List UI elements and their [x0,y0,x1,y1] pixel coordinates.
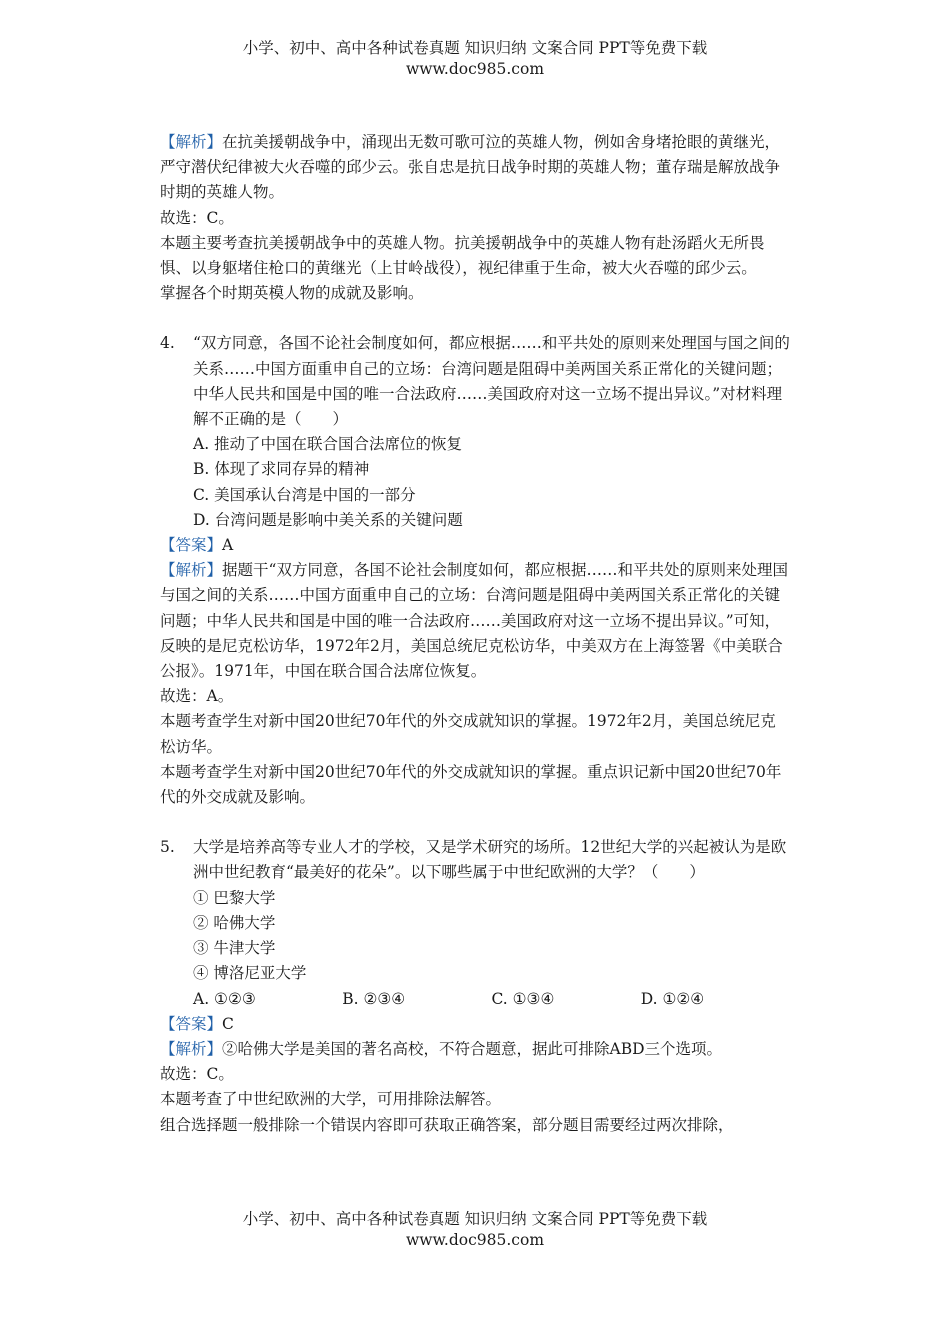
answer-tag: 【答案】 [160,536,223,555]
analysis-tag: 【解析】 [160,133,223,151]
q4-choice: 故选：A。 [160,687,234,706]
q5-option-a: A. ①②③ [193,989,256,1008]
question-4 [160,331,790,432]
analysis-tag: 【解析】 [160,561,223,580]
page-header [0,38,950,80]
q5-item-2: ② 哈佛大学 [193,913,276,932]
q5-choice: 故选：C。 [160,1065,234,1084]
question-5-number: 5. [160,838,175,857]
q5-analysis: 【解析】②哈佛大学是美国的著名高校，不符合题意，据此可排除ABD三个选项。 [160,1039,723,1058]
q4-option-c: C. 美国承认台湾是中国的一部分 [193,485,416,504]
analysis-tag: 【解析】 [160,1039,223,1058]
answer-tag: 【答案】 [160,1014,223,1033]
q5-point: 本题考查了中世纪欧洲的大学，可用排除法解答。 [160,1090,502,1109]
question-4-stem: “双方同意，各国不论社会制度如何，都应根据……和平共处的原则来处理国与国之间的关系……中国方面重申自己的立场：台湾问题是阻碍中美两国关系正常化的关键问题；中华人民共和国是中国的唯一合法政府……美国政府对这一立场不提出异议。”对材料理解不正确的是（ ） [193,334,790,429]
q4-answer: 【答案】A [160,536,234,555]
q4-option-a: A. 推动了中国在联合国合法席位的恢复 [193,435,463,454]
q5-option-c: C. ①③④ [491,989,555,1008]
q5-answer: 【答案】C [160,1014,234,1033]
document-body [160,130,790,1138]
q4-tip: 本题考查学生对新中国20世纪70年代的外交成就知识的掌握。重点识记新中国20世纪70年代的外交成就及影响。 [160,762,782,807]
header-url: www.doc985.com [405,60,545,78]
q4-option-d: D. 台湾问题是影响中美关系的关键问题 [193,510,463,529]
q5-option-d: D. ①②④ [640,989,705,1008]
q3-choice: 故选：C。 [160,208,234,227]
q3-analysis: 【解析】在抗美援朝战争中，涌现出无数可歌可泣的英雄人物，例如舍身堵抢眼的黄继光，严守潜伏纪律被大火吞噬的邱少云。张自忠是抗日战争时期的英雄人物；董存瑞是解放战争时期的英雄人物。 [160,133,781,202]
page-footer [0,1209,950,1251]
question-5-stem: 大学是培养高等专业人才的学校，又是学术研究的场所。12世纪大学的兴起被认为是欧洲中世纪教育“最美好的花朵”。以下哪些属于中世纪欧洲的大学？（ ） [193,838,787,882]
q5-item-3: ③ 牛津大学 [193,939,276,958]
question-4-number: 4. [160,334,175,353]
q4-option-b: B. 体现了求同存异的精神 [193,460,370,479]
footer-line-1: 小学、初中、高中各种试卷真题 知识归纳 文案合同 PPT等免费下载 [242,1210,708,1228]
q5-option-b: B. ②③④ [342,989,406,1008]
q4-point: 本题考查学生对新中国20世纪70年代的外交成就知识的掌握。1972年2月，美国总统尼克松访华。 [160,712,776,756]
q5-options [160,987,790,1012]
header-line-1: 小学、初中、高中各种试卷真题 知识归纳 文案合同 PPT等免费下载 [242,39,708,57]
q5-item-4: ④ 博洛尼亚大学 [193,964,307,983]
question-5 [160,835,790,885]
q4-analysis: 【解析】据题干“双方同意，各国不论社会制度如何，都应根据……和平共处的原则来处理国与国之间的关系……中国方面重申自己的立场：台湾问题是阻碍中美两国关系正常化的关键问题；中华人民共和国是中国的唯一合法政府……美国政府对这一立场不提出异议。”可知，反映的是尼克松访华，1972年2月，美国总统尼克松访华，中美双方在上海签署《中美联合公报》。1971年，中国在联合国合法席位恢复。 [160,561,788,681]
q5-tip: 组合选择题一般排除一个错误内容即可获取正确答案，部分题目需要经过两次排除， [160,1115,734,1134]
q5-item-1: ① 巴黎大学 [193,888,276,907]
q3-point: 本题主要考查抗美援朝战争中的英雄人物。抗美援朝战争中的英雄人物有赴汤蹈火无所畏惧、以身躯堵住枪口的黄继光（上甘岭战役），视纪律重于生命，被大火吞噬的邱少云。 [160,233,765,278]
q3-tip: 掌握各个时期英模人物的成就及影响。 [160,284,424,303]
footer-url: www.doc985.com [405,1231,545,1249]
